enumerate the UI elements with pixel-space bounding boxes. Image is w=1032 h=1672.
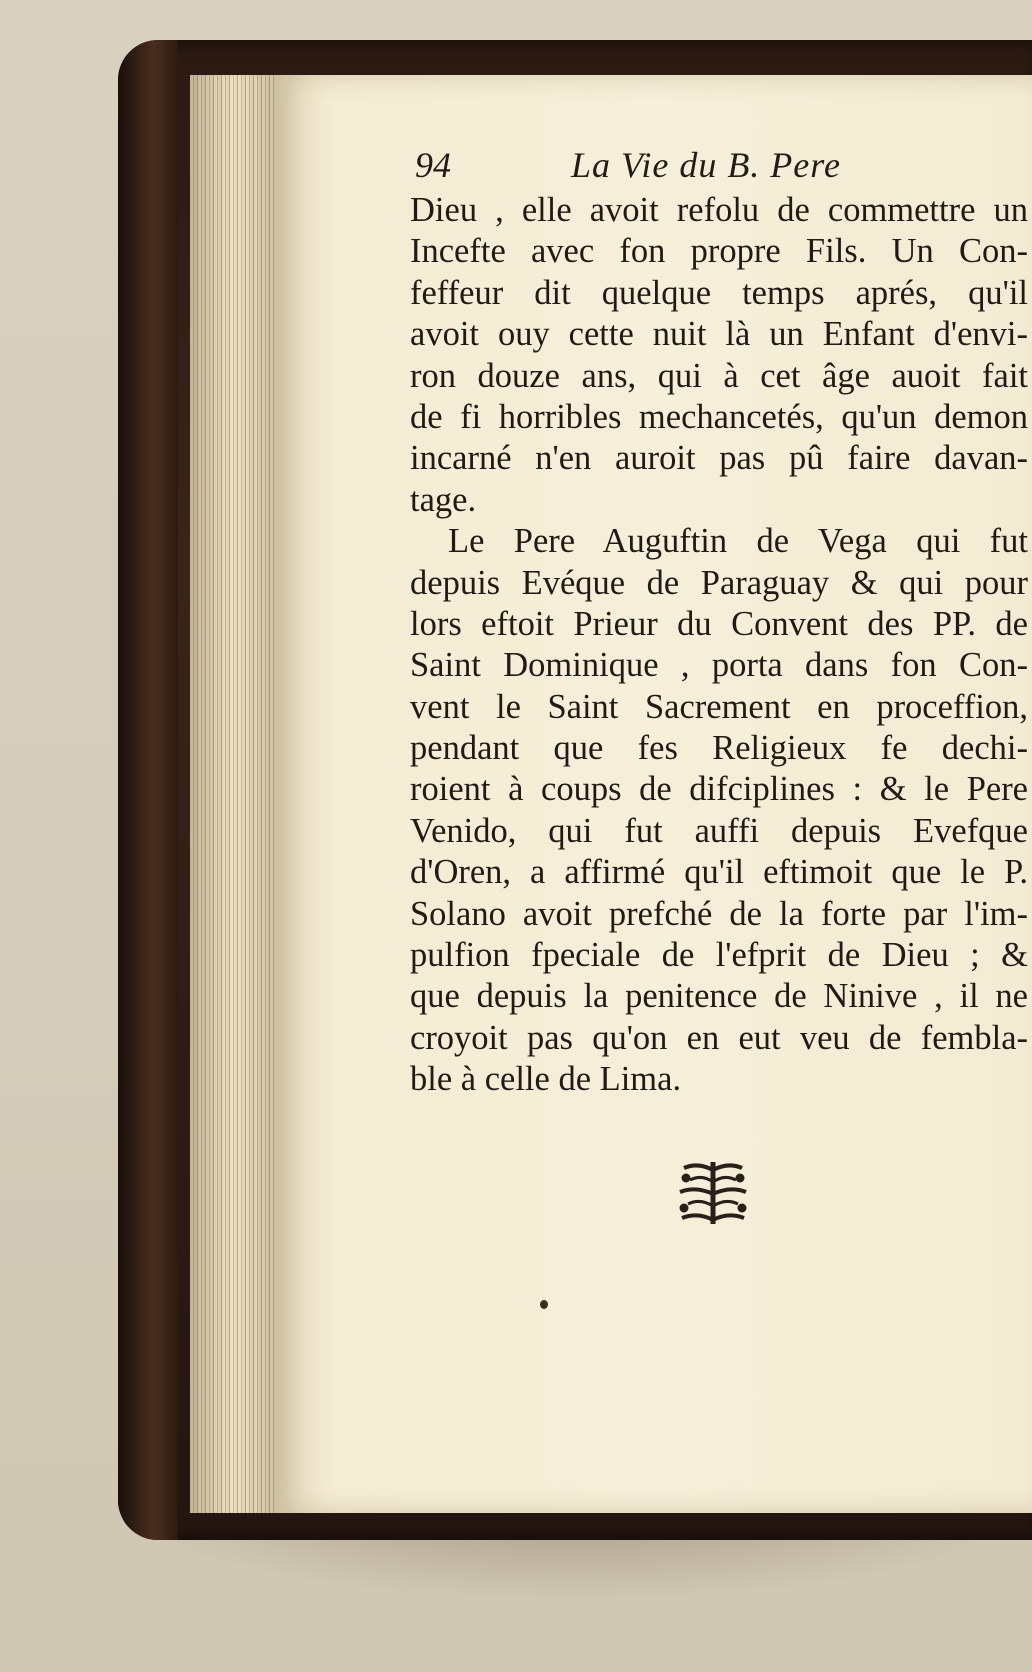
text-line: Dieu , elle avoit refolu de commettre un [410,191,1028,229]
text-line: pendant que fes Religieux fe dechi- [410,729,1028,768]
page-edges [190,75,280,1513]
text-line: vent le Saint Sacrement en proceffion, [410,687,1028,726]
running-title: La Vie du B. Pere [571,145,841,185]
text-line: lors eftoit Prieur du Convent des PP. de [410,604,1028,643]
text-line: croyoit pas qu'on en eut veu de fembla- [410,1018,1028,1057]
text-line: tage. [410,480,477,519]
text-line: Le Pere Auguftin de Vega qui fut [448,522,1028,561]
text-line: Solano avoit prefché de la forte par l'im- [410,894,1028,933]
text-line: ble à celle de Lima. [410,1060,682,1099]
text-line: incarné n'en auroit pas pû faire davan- [410,439,1028,478]
text-line: pulfion fpeciale de l'efprit de Dieu ; & [410,936,1028,975]
running-head [415,140,1015,196]
text-line: feffeur dit quelque temps aprés, qu'il [410,273,1028,312]
fleuron-ornament-icon [676,1158,750,1228]
page-number: 94 [415,145,451,185]
text-line: Saint Dominique , porta dans fon Con- [410,646,1028,685]
text-line: ron douze ans, qui à cet âge auoit fait [410,356,1028,395]
text-line: de fi horribles mechancetés, qu'un demon [410,397,1028,436]
text-line: Venido, qui fut auffi depuis Evefque [410,811,1028,850]
page-body-text [410,190,1028,1101]
text-line: depuis Evéque de Paraguay & qui pour [410,563,1028,602]
text-line: que depuis la penitence de Ninive , il ne [410,977,1028,1016]
text-line: d'Oren, a affirmé qu'il eftimoit que le P. [410,853,1028,892]
ink-speck [540,1300,548,1309]
text-line: Incefte avec fon propre Fils. Un Con- [410,232,1028,271]
text-line: avoit ouy cette nuit là un Enfant d'envi- [410,315,1028,354]
text-line: roient à coups de difciplines : & le Pere [410,770,1028,809]
